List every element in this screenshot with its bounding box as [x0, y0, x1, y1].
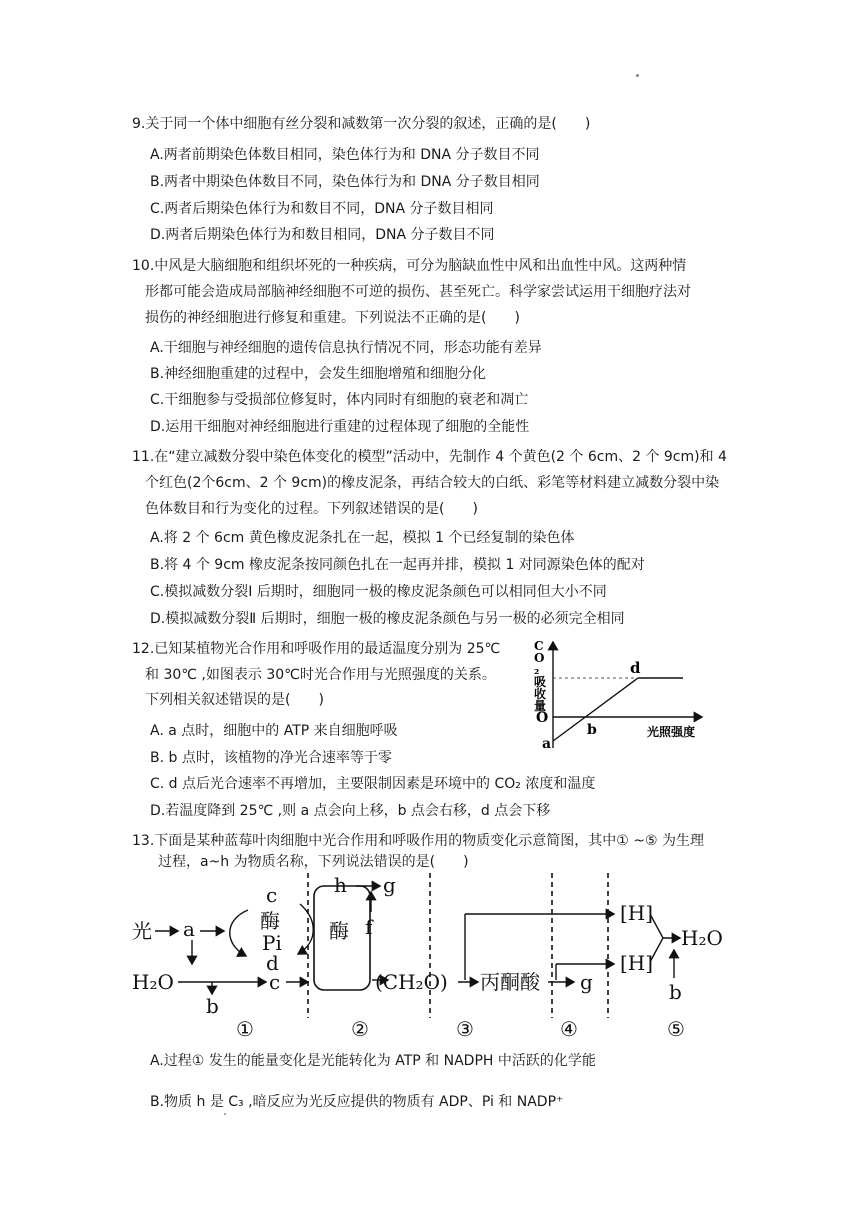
- q9-option-a: A.两者前期染色体数目相同，染色体行为和 DNA 分子数目不同: [150, 147, 540, 163]
- stage-1-label: ①: [236, 1017, 254, 1041]
- c-label-bottom: c: [269, 970, 281, 994]
- stage-5-label: ⑤: [667, 1017, 685, 1041]
- q9-option-b: B.两者中期染色体数目不同，染色体行为和 DNA 分子数目相同: [150, 174, 540, 190]
- scan-dot: [636, 74, 639, 77]
- q10-option-a: A.干细胞与神经细胞的遗传信息执行情况不同，形态功能有差异: [150, 340, 542, 356]
- q11-option-a: A.将 2 个 6cm 黄色橡皮泥条扎在一起，模拟 1 个已经复制的染色体: [150, 530, 575, 546]
- ch2o-label: (CH₂O): [375, 970, 448, 994]
- q12-stem-line2: 和 30℃ ,如图表示 30℃时光合作用与光照强度的关系。: [145, 667, 496, 683]
- nadh-label-1: [H]: [620, 901, 654, 925]
- q11-option-c: C.模拟减数分裂Ⅰ 后期时，细胞同一极的橡皮泥条颜色可以相同但大小不同: [150, 584, 607, 600]
- q11-stem-line1: 11.在“建立减数分裂中染色体变化的模型”活动中，先制作 4 个黄色(2 个 6cm、2 个 9cm)和 4: [132, 449, 727, 465]
- f-label: f: [365, 915, 373, 939]
- b-label-1: b: [206, 994, 219, 1018]
- q9-option-d: D.两者后期染色体行为和数目相同，DNA 分子数目不同: [150, 227, 495, 243]
- enzyme-label-2: 酶: [329, 919, 349, 943]
- b-label-2: b: [669, 980, 682, 1004]
- pi-label: Pi: [262, 931, 282, 955]
- q10-option-b: B.神经细胞重建的过程中，会发生细胞增殖和细胞分化: [150, 366, 487, 382]
- q13-stem-line2: 过程，a~h 为物质名称，下列说法错误的是( ): [158, 854, 469, 870]
- stage-3-label: ③: [456, 1017, 474, 1041]
- q10-stem-line3: 损伤的神经细胞进行修复和重建。下列说法不正确的是( ): [145, 310, 520, 326]
- metabolism-diagram: [128, 868, 738, 1043]
- nadh-label-2: [H]: [620, 951, 654, 975]
- q12-stem-line1: 12.已知某植物光合作用和呼吸作用的最适温度分别为 25℃: [132, 641, 501, 657]
- q10-option-d: D.运用干细胞对神经细胞进行重建的过程体现了细胞的全能性: [150, 419, 530, 435]
- c-label-top: c: [266, 883, 278, 907]
- q11-stem-line3: 色体数目和行为变化的过程。下列叙述错误的是( ): [145, 501, 478, 517]
- y-axis-label: C O ₂ 吸收量: [534, 639, 547, 713]
- d-label: d: [266, 951, 279, 975]
- q10-stem-line1: 10.中风是大脑细胞和组织坏死的一种疾病，可分为脑缺血性中风和出血性中风。这两种情: [132, 258, 687, 274]
- pyruvate-label: 丙酮酸: [480, 970, 540, 994]
- q10-stem-line2: 形都可能会造成局部脑神经细胞不可逆的损伤、甚至死亡。科学家尝试运用干细胞疗法对: [145, 284, 691, 300]
- a-label: a: [183, 917, 195, 941]
- enzyme-label-1: 酶: [260, 909, 280, 933]
- stage-4-label: ④: [560, 1017, 578, 1041]
- q11-option-d: D.模拟减数分裂Ⅱ 后期时，细胞一极的橡皮泥条颜色与另一极的必须完全相同: [150, 611, 625, 627]
- h-label: h: [334, 873, 347, 897]
- g-label-1: g: [383, 873, 396, 897]
- photosynthesis-graph: [530, 636, 720, 754]
- light-label: 光: [132, 919, 152, 943]
- origin-label: O: [536, 710, 549, 726]
- q12-stem-line3: 下列相关叙述错误的是( ): [145, 692, 324, 708]
- q13-option-b: B.物质 h 是 C₃ ,暗反应为光反应提供的物质有 ADP、Pi 和 NADP⁺: [150, 1094, 564, 1110]
- stage-2-label: ②: [351, 1017, 369, 1041]
- point-a-label: a: [542, 736, 552, 752]
- q9-option-c: C.两者后期染色体行为和数目不同，DNA 分子数目相同: [150, 201, 494, 217]
- x-axis-label: 光照强度: [647, 725, 696, 739]
- q11-option-b: B.将 4 个 9cm 橡皮泥条按同颜色扎在一起再并排，模拟 1 对同源染色体的配对: [150, 557, 645, 573]
- point-d-label: d: [630, 659, 641, 677]
- point-b-label: b: [587, 722, 597, 738]
- q10-option-c: C.干细胞参与受损部位修复时，体内同时有细胞的衰老和凋亡: [150, 392, 529, 408]
- q9-stem: 9.关于同一个体中细胞有丝分裂和减数第一次分裂的叙述，正确的是( ): [132, 116, 591, 132]
- q11-stem-line2: 个红色(2个6cm、2 个 9cm)的橡皮泥条，再结合较大的白纸、彩笔等材料建立减数分裂中染: [145, 475, 720, 491]
- q12-option-c: C. d 点后光合速率不再增加，主要限制因素是环境中的 CO₂ 浓度和温度: [150, 776, 596, 792]
- q13-stem-line1: 13.下面是某种蓝莓叶肉细胞中光合作用和呼吸作用的物质变化示意简图，其中① ~⑤ 为生理: [132, 833, 704, 849]
- q13-option-a: A.过程① 发生的能量变化是光能转化为 ATP 和 NADPH 中活跃的化学能: [150, 1053, 596, 1069]
- water-product-label: H₂O: [681, 926, 723, 950]
- g-label-2: g: [580, 970, 593, 994]
- scan-dot-2: [224, 1113, 226, 1115]
- water-label: H₂O: [132, 970, 174, 994]
- q12-option-a: A. a 点时，细胞中的 ATP 来自细胞呼吸: [150, 723, 398, 739]
- q12-option-b: B. b 点时，该植物的净光合速率等于零: [150, 750, 392, 766]
- q12-option-d: D.若温度降到 25℃ ,则 a 点会向上移，b 点会右移，d 点会下移: [150, 803, 551, 819]
